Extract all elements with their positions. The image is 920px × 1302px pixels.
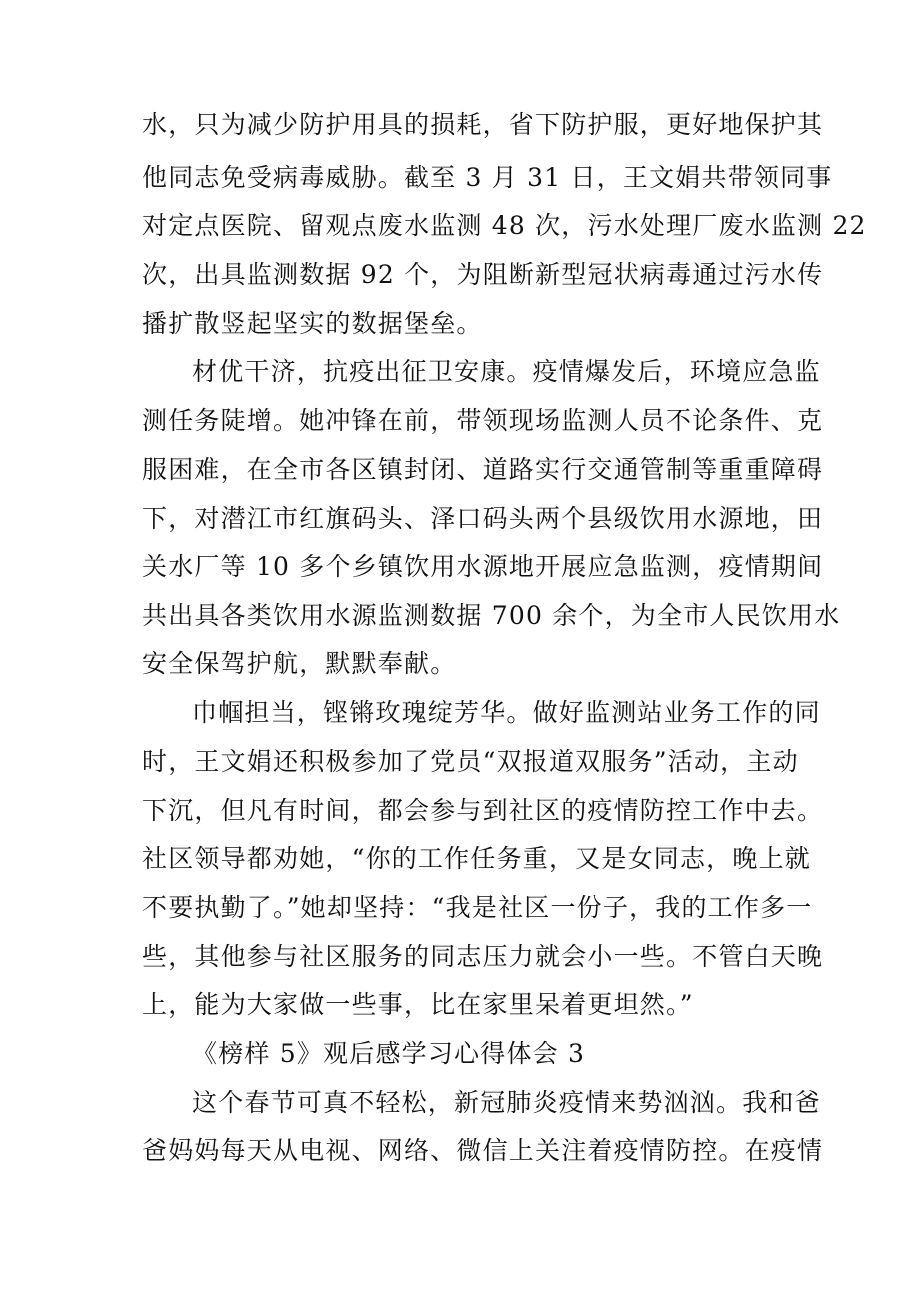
text-line: 不要执勤了。”她却坚持：“我是社区一份子，我的工作多一 <box>142 893 813 922</box>
text-line: 时，王文娟还积极参加了党员“双报道双服务”活动，主动 <box>142 747 799 776</box>
text-line: 下，对潜江市红旗码头、泽口码头两个县级饮用水源地，田 <box>142 504 824 533</box>
text-line: 测任务陡增。她冲锋在前，带领现场监测人员不论条件、克 <box>142 406 824 435</box>
section-heading: 《榜样 5》观后感学习心得体会 3 <box>192 1039 586 1068</box>
text-line: 社区领导都劝她，“你的工作任务重，又是女同志，晚上就 <box>142 844 811 873</box>
text-line: 上，能为大家做一些事，比在家里呆着更坦然。” <box>142 990 694 1019</box>
paragraph-first-line: 这个春节可真不轻松，新冠肺炎疫情来势汹汹。我和爸 <box>192 1088 821 1117</box>
text-line: 对定点医院、留观点废水监测 48 次，污水处理厂废水监测 22 <box>142 211 867 240</box>
paragraph-first-line: 材优干济，抗疫出征卫安康。疫情爆发后，环境应急监 <box>192 357 821 386</box>
text-line: 次，出具监测数据 92 个，为阻断新型冠状病毒通过污水传 <box>142 260 824 289</box>
text-line: 关水厂等 10 多个乡镇饮用水源地开展应急监测，疫情期间 <box>142 552 824 581</box>
text-line: 爸妈妈每天从电视、网络、微信上关注着疫情防控。在疫情 <box>142 1136 824 1165</box>
paragraph-first-line: 巾帼担当，铿锵玫瑰绽芳华。做好监测站业务工作的同 <box>192 698 821 727</box>
text-line: 他同志免受病毒威胁。截至 3 月 31 日，王文娟共带领同事 <box>142 163 833 192</box>
text-line: 些，其他参与社区服务的同志压力就会小一些。不管白天晚 <box>142 942 824 971</box>
text-line: 播扩散竖起坚实的数据堡垒。 <box>142 309 483 338</box>
text-line: 水，只为减少防护用具的损耗，省下防护服，更好地保护其 <box>142 110 824 139</box>
text-line: 共出具各类饮用水源监测数据 700 余个，为全市人民饮用水 <box>142 601 841 630</box>
text-line: 安全保驾护航，默默奉献。 <box>142 649 457 678</box>
text-line: 服困难，在全市各区镇封闭、道路实行交通管制等重重障碍 <box>142 455 824 484</box>
text-line: 下沉，但凡有时间，都会参与到社区的疫情防控工作中去。 <box>142 796 824 825</box>
